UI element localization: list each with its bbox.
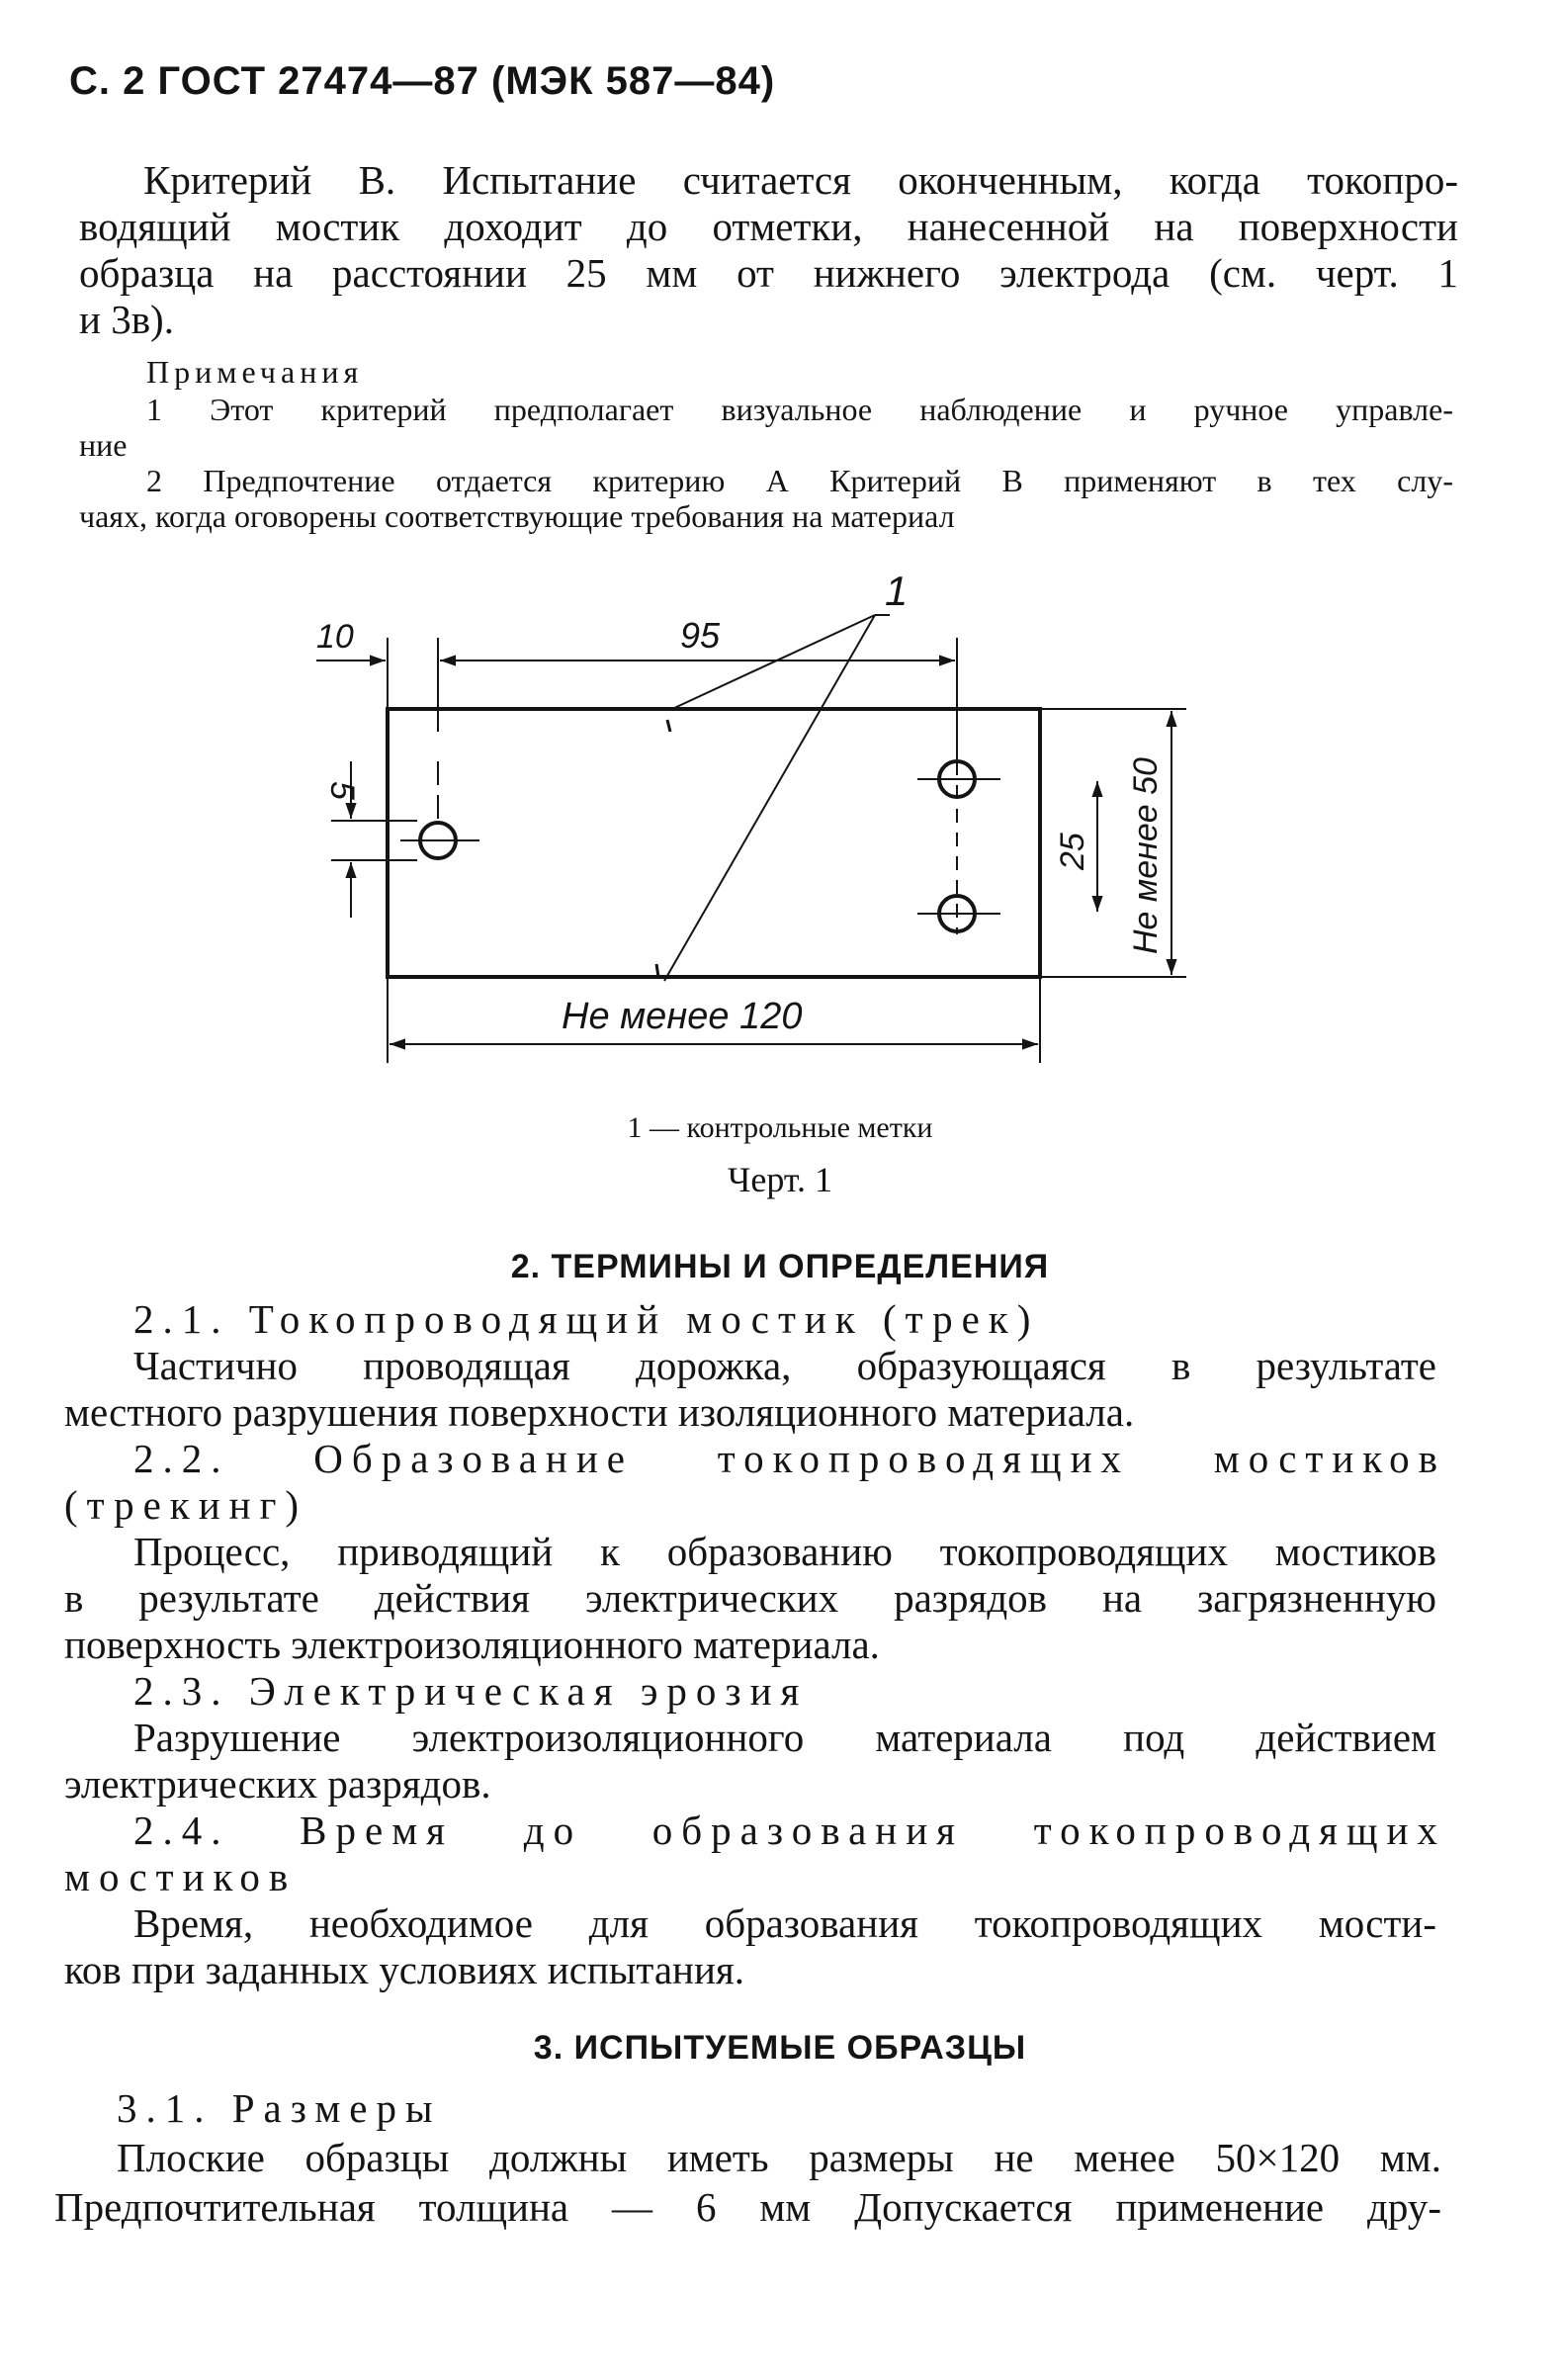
term-heading: мостиков bbox=[64, 1854, 298, 1899]
dim-label-width: Не менее 120 bbox=[562, 996, 803, 1037]
paragraph-line: и 3в). bbox=[79, 297, 174, 342]
paragraph-line: в результате действия электрических разрядов на загрязненную bbox=[64, 1575, 1436, 1621]
section-heading: 2. ТЕРМИНЫ И ОПРЕДЕЛЕНИЯ bbox=[510, 1248, 1050, 1285]
paragraph-line: Предпочтительная толщина — 6 мм Допускается применение дру- bbox=[54, 2184, 1441, 2230]
note-line: 2 Предпочтение отдается критерию А Критерий В применяют в тех слу- bbox=[146, 463, 1453, 498]
figure-legend: 1 — контрольные метки bbox=[627, 1111, 933, 1144]
note-line: ние bbox=[79, 427, 128, 463]
paragraph-line: электрических разрядов. bbox=[64, 1761, 491, 1807]
term-heading: 2.3. Электрическая эрозия bbox=[133, 1668, 809, 1714]
dim-label-95: 95 bbox=[680, 615, 721, 656]
term-heading: (трекинг) bbox=[64, 1482, 308, 1528]
dim-label-5: 5 bbox=[323, 781, 361, 800]
specimen-outline bbox=[388, 709, 1040, 977]
figure-caption: Черт. 1 bbox=[728, 1160, 832, 1199]
term-heading: 2.2. Образование токопроводящих мостиков bbox=[133, 1436, 1446, 1481]
dim-label-height: Не менее 50 bbox=[1127, 757, 1165, 954]
specimen-drawing bbox=[0, 0, 1560, 1167]
callout-label: 1 bbox=[885, 568, 909, 614]
page-header: С. 2 ГОСТ 27474—87 (МЭК 587—84) bbox=[69, 59, 776, 103]
paragraph-line: Время, необходимое для образования токопроводящих мости- bbox=[133, 1900, 1436, 1946]
dim-label-10: 10 bbox=[316, 618, 354, 656]
term-heading: 2.4. Время до образования токопроводящих bbox=[133, 1807, 1446, 1853]
paragraph-line: Плоские образцы должны иметь размеры не менее 50×120 мм. bbox=[117, 2135, 1441, 2180]
note-line: чаях, когда оговорены соответствующие требования на материал bbox=[79, 498, 955, 534]
paragraph-line: Частично проводящая дорожка, образующаяся в результате bbox=[133, 1343, 1436, 1388]
notes-title: Примечания bbox=[146, 354, 364, 390]
paragraph-line: ков при заданных условиях испытания. bbox=[64, 1947, 745, 1992]
paragraph-line: Разрушение электроизоляционного материала под действием bbox=[133, 1715, 1436, 1760]
paragraph-line: Процесс, приводящий к образованию токопроводящих мостиков bbox=[133, 1529, 1436, 1574]
paragraph-line: местного разрушения поверхности изоляционного материала. bbox=[64, 1389, 1135, 1435]
term-heading: 3.1. Размеры bbox=[117, 2085, 442, 2131]
note-line: 1 Этот критерий предполагает визуальное наблюдение и ручное управле- bbox=[146, 392, 1453, 427]
paragraph-line: образца на расстоянии 25 мм от нижнего электрода (см. черт. 1 bbox=[79, 250, 1458, 296]
section-heading: 3. ИСПЫТУЕМЫЕ ОБРАЗЦЫ bbox=[533, 2029, 1027, 2067]
paragraph-line: водящий мостик доходит до отметки, нанесенной на поверхности bbox=[79, 204, 1458, 249]
dim-label-25: 25 bbox=[1054, 833, 1091, 870]
term-heading: 2.1. Токопроводящий мостик (трек) bbox=[133, 1296, 1040, 1342]
paragraph-line: Критерий В. Испытание считается оконченным, когда токопро- bbox=[143, 157, 1458, 203]
paragraph-line: поверхность электроизоляционного материала. bbox=[64, 1622, 880, 1667]
